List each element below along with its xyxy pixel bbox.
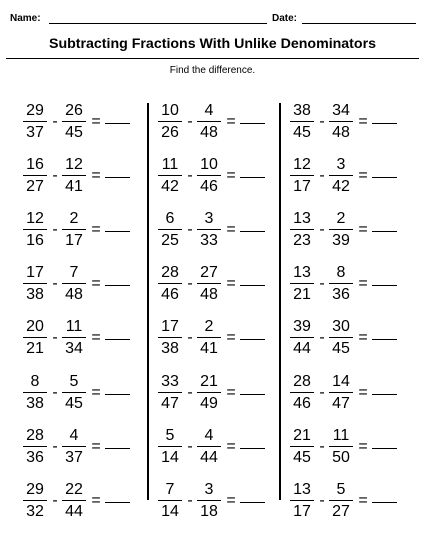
minuend-fraction xyxy=(289,209,315,253)
denominator: 37 xyxy=(65,448,83,466)
denominator: 44 xyxy=(200,448,218,466)
fraction-bar xyxy=(290,337,314,338)
problem xyxy=(22,372,147,416)
denominator: 27 xyxy=(26,178,44,196)
fraction-bar xyxy=(62,283,86,284)
numerator: 14 xyxy=(332,372,350,390)
numerator: 7 xyxy=(69,264,79,282)
problem xyxy=(22,480,147,524)
answer-blank xyxy=(105,339,130,340)
fraction-bar xyxy=(290,121,314,122)
minuend-fraction xyxy=(22,263,48,307)
numerator: 4 xyxy=(204,426,214,444)
numerator: 28 xyxy=(293,372,311,390)
denominator: 39 xyxy=(332,232,350,250)
equals-sign: = xyxy=(226,167,236,185)
subtrahend-fraction xyxy=(196,209,222,253)
answer-blank xyxy=(240,231,265,232)
equals-sign: = xyxy=(91,275,101,293)
fraction-bar xyxy=(62,392,86,393)
fraction-bar xyxy=(62,337,86,338)
numerator: 10 xyxy=(200,156,218,174)
minus-sign: - xyxy=(52,329,58,347)
subtrahend-fraction xyxy=(61,155,87,199)
denominator: 41 xyxy=(65,178,83,196)
minus-sign: - xyxy=(187,167,193,185)
problem xyxy=(289,101,414,145)
equals-sign: = xyxy=(91,167,101,185)
numerator: 38 xyxy=(293,102,311,119)
minuend-fraction xyxy=(157,317,183,361)
fraction-bar xyxy=(329,229,353,230)
answer-blank xyxy=(105,123,130,124)
problem xyxy=(289,317,414,361)
denominator: 21 xyxy=(293,286,311,304)
denominator: 38 xyxy=(26,394,44,412)
denominator: 18 xyxy=(200,502,218,520)
minuend-fraction xyxy=(22,480,48,524)
minus-sign: - xyxy=(187,113,193,130)
minus-sign: - xyxy=(319,329,325,347)
numerator: 17 xyxy=(26,264,44,282)
subtrahend-fraction xyxy=(196,101,222,145)
denominator: 48 xyxy=(200,124,218,141)
subtrahend-fraction xyxy=(196,372,222,416)
equals-sign: = xyxy=(226,275,236,293)
minus-sign: - xyxy=(52,437,58,455)
fraction-bar xyxy=(23,392,47,393)
fraction-bar xyxy=(23,175,47,176)
denominator: 41 xyxy=(200,340,218,358)
problem xyxy=(289,372,414,416)
fraction-bar xyxy=(158,175,182,176)
answer-blank xyxy=(372,448,397,449)
minuend-fraction xyxy=(157,480,183,524)
problem xyxy=(22,209,147,253)
name-label: Name: xyxy=(10,13,41,24)
denominator: 42 xyxy=(161,178,179,196)
equals-sign: = xyxy=(358,167,368,185)
answer-blank xyxy=(372,502,397,503)
numerator: 2 xyxy=(204,318,214,336)
minuend-fraction xyxy=(289,480,315,524)
fraction-bar xyxy=(329,446,353,447)
problem xyxy=(157,372,282,416)
minus-sign: - xyxy=(52,113,58,130)
answer-blank xyxy=(105,285,130,286)
fraction-bar xyxy=(23,121,47,122)
minus-sign: - xyxy=(187,329,193,347)
numerator: 12 xyxy=(26,210,44,228)
answer-blank xyxy=(105,231,130,232)
minus-sign: - xyxy=(319,275,325,293)
equals-sign: = xyxy=(91,491,101,509)
problem xyxy=(22,317,147,361)
answer-blank xyxy=(240,285,265,286)
numerator: 28 xyxy=(161,264,179,282)
fraction-bar xyxy=(23,229,47,230)
problem xyxy=(22,426,147,470)
subtrahend-fraction xyxy=(61,426,87,470)
denominator: 44 xyxy=(65,502,83,520)
denominator: 45 xyxy=(332,340,350,358)
numerator: 11 xyxy=(65,318,83,336)
denominator: 34 xyxy=(65,340,83,358)
problem xyxy=(157,263,282,307)
numerator: 2 xyxy=(336,210,346,228)
minuend-fraction xyxy=(157,155,183,199)
problem xyxy=(157,317,282,361)
answer-blank xyxy=(372,285,397,286)
denominator: 45 xyxy=(65,124,83,141)
equals-sign: = xyxy=(226,491,236,509)
title-underline xyxy=(6,58,419,59)
fraction-bar xyxy=(62,446,86,447)
minuend-fraction xyxy=(289,372,315,416)
denominator: 38 xyxy=(26,286,44,304)
subtrahend-fraction xyxy=(328,155,354,199)
problem xyxy=(157,155,282,199)
numerator: 30 xyxy=(332,318,350,336)
denominator: 33 xyxy=(200,232,218,250)
denominator: 47 xyxy=(161,394,179,412)
denominator: 37 xyxy=(26,124,44,141)
subtrahend-fraction xyxy=(196,426,222,470)
fraction-bar xyxy=(197,121,221,122)
equals-sign: = xyxy=(358,491,368,509)
subtrahend-fraction xyxy=(328,263,354,307)
fraction-bar xyxy=(329,337,353,338)
denominator: 48 xyxy=(65,286,83,304)
subtrahend-fraction xyxy=(328,209,354,253)
subtrahend-fraction xyxy=(328,101,354,145)
equals-sign: = xyxy=(358,113,368,130)
fraction-bar xyxy=(329,392,353,393)
fraction-bar xyxy=(197,283,221,284)
instruction-text: Find the difference. xyxy=(169,65,256,76)
answer-blank xyxy=(372,339,397,340)
answer-blank xyxy=(372,394,397,395)
denominator: 46 xyxy=(161,286,179,304)
fraction-bar xyxy=(158,283,182,284)
equals-sign: = xyxy=(91,113,101,130)
minus-sign: - xyxy=(52,221,58,239)
date-label: Date: xyxy=(272,13,298,24)
minuend-fraction xyxy=(157,426,183,470)
numerator: 34 xyxy=(332,102,350,119)
equals-sign: = xyxy=(226,221,236,239)
numerator: 22 xyxy=(65,480,83,498)
numerator: 27 xyxy=(200,264,218,282)
denominator: 47 xyxy=(332,394,350,412)
minuend-fraction xyxy=(157,263,183,307)
numerator: 3 xyxy=(336,156,346,174)
fraction-bar xyxy=(290,175,314,176)
numerator: 5 xyxy=(69,372,79,390)
worksheet-header xyxy=(0,0,425,30)
minus-sign: - xyxy=(319,383,325,401)
equals-sign: = xyxy=(358,221,368,239)
fraction-bar xyxy=(23,500,47,501)
denominator: 26 xyxy=(161,124,179,141)
numerator: 12 xyxy=(65,156,83,174)
minuend-fraction xyxy=(22,372,48,416)
subtrahend-fraction xyxy=(328,317,354,361)
fraction-bar xyxy=(197,500,221,501)
minuend-fraction xyxy=(22,101,48,145)
denominator: 17 xyxy=(293,502,311,520)
numerator: 5 xyxy=(336,480,346,498)
numerator: 6 xyxy=(165,210,175,228)
denominator: 17 xyxy=(293,178,311,196)
denominator: 48 xyxy=(332,124,350,141)
denominator: 25 xyxy=(161,232,179,250)
numerator: 4 xyxy=(69,426,79,444)
minus-sign: - xyxy=(52,491,58,509)
denominator: 45 xyxy=(65,394,83,412)
numerator: 11 xyxy=(332,426,350,444)
subtrahend-fraction xyxy=(61,209,87,253)
denominator: 32 xyxy=(26,502,44,520)
numerator: 3 xyxy=(204,480,214,498)
equals-sign: = xyxy=(226,383,236,401)
problem xyxy=(157,209,282,253)
equals-sign: = xyxy=(226,329,236,347)
numerator: 39 xyxy=(293,318,311,336)
fraction-bar xyxy=(62,175,86,176)
fraction-bar xyxy=(23,446,47,447)
subtrahend-fraction xyxy=(196,317,222,361)
minuend-fraction xyxy=(157,372,183,416)
minuend-fraction xyxy=(22,155,48,199)
numerator: 11 xyxy=(161,156,179,174)
minus-sign: - xyxy=(319,113,325,130)
subtrahend-fraction xyxy=(328,372,354,416)
fraction-bar xyxy=(290,446,314,447)
numerator: 17 xyxy=(161,318,179,336)
equals-sign: = xyxy=(358,383,368,401)
numerator: 26 xyxy=(65,102,83,119)
denominator: 38 xyxy=(161,340,179,358)
fraction-bar xyxy=(290,392,314,393)
denominator: 21 xyxy=(26,340,44,358)
denominator: 16 xyxy=(26,232,44,250)
minus-sign: - xyxy=(52,383,58,401)
fraction-bar xyxy=(329,175,353,176)
equals-sign: = xyxy=(91,221,101,239)
denominator: 17 xyxy=(65,232,83,250)
minus-sign: - xyxy=(319,167,325,185)
problem xyxy=(157,426,282,470)
fraction-bar xyxy=(23,337,47,338)
numerator: 13 xyxy=(293,480,311,498)
numerator: 33 xyxy=(161,372,179,390)
name-write-line xyxy=(49,23,267,24)
answer-blank xyxy=(240,339,265,340)
numerator: 3 xyxy=(204,210,214,228)
numerator: 29 xyxy=(26,102,44,119)
answer-blank xyxy=(105,177,130,178)
subtrahend-fraction xyxy=(196,480,222,524)
problem xyxy=(289,426,414,470)
denominator: 23 xyxy=(293,232,311,250)
subtrahend-fraction xyxy=(61,372,87,416)
subtrahend-fraction xyxy=(61,480,87,524)
minus-sign: - xyxy=(187,221,193,239)
minus-sign: - xyxy=(187,275,193,293)
fraction-bar xyxy=(158,229,182,230)
equals-sign: = xyxy=(226,113,236,130)
numerator: 12 xyxy=(293,156,311,174)
minus-sign: - xyxy=(319,491,325,509)
fraction-bar xyxy=(158,500,182,501)
minus-sign: - xyxy=(187,383,193,401)
denominator: 42 xyxy=(332,178,350,196)
denominator: 50 xyxy=(332,448,350,466)
denominator: 36 xyxy=(332,286,350,304)
numerator: 21 xyxy=(200,372,218,390)
numerator: 7 xyxy=(165,480,175,498)
answer-blank xyxy=(105,502,130,503)
subtrahend-fraction xyxy=(196,263,222,307)
minuend-fraction xyxy=(157,209,183,253)
fraction-bar xyxy=(290,500,314,501)
problem xyxy=(22,263,147,307)
fraction-bar xyxy=(158,392,182,393)
numerator: 10 xyxy=(161,102,179,119)
fraction-bar xyxy=(290,229,314,230)
minuend-fraction xyxy=(289,263,315,307)
problem xyxy=(289,480,414,524)
fraction-bar xyxy=(197,446,221,447)
fraction-bar xyxy=(62,121,86,122)
answer-blank xyxy=(240,177,265,178)
equals-sign: = xyxy=(358,437,368,455)
subtrahend-fraction xyxy=(328,480,354,524)
numerator: 4 xyxy=(204,102,214,119)
fraction-bar xyxy=(62,500,86,501)
answer-blank xyxy=(105,394,130,395)
equals-sign: = xyxy=(91,437,101,455)
fraction-bar xyxy=(197,392,221,393)
minus-sign: - xyxy=(187,437,193,455)
problem xyxy=(289,209,414,253)
problem xyxy=(22,155,147,199)
answer-blank xyxy=(240,394,265,395)
denominator: 46 xyxy=(200,178,218,196)
answer-blank xyxy=(240,502,265,503)
column-divider-1 xyxy=(147,103,149,500)
equals-sign: = xyxy=(358,329,368,347)
minuend-fraction xyxy=(289,317,315,361)
numerator: 28 xyxy=(26,426,44,444)
fraction-bar xyxy=(329,283,353,284)
denominator: 14 xyxy=(161,448,179,466)
minuend-fraction xyxy=(22,426,48,470)
worksheet-title: Subtracting Fractions With Unlike Denominators xyxy=(48,36,376,52)
fraction-bar xyxy=(158,121,182,122)
subtrahend-fraction xyxy=(61,263,87,307)
minuend-fraction xyxy=(289,101,315,145)
subtrahend-fraction xyxy=(61,317,87,361)
answer-blank xyxy=(372,231,397,232)
problem xyxy=(157,480,282,524)
minus-sign: - xyxy=(319,221,325,239)
date-write-line xyxy=(302,23,416,24)
denominator: 36 xyxy=(26,448,44,466)
numerator: 13 xyxy=(293,264,311,282)
minuend-fraction xyxy=(22,209,48,253)
fraction-bar xyxy=(197,175,221,176)
numerator: 8 xyxy=(30,372,40,390)
numerator: 16 xyxy=(26,156,44,174)
minuend-fraction xyxy=(22,317,48,361)
denominator: 46 xyxy=(293,394,311,412)
minuend-fraction xyxy=(289,426,315,470)
fraction-bar xyxy=(197,337,221,338)
denominator: 45 xyxy=(293,124,311,141)
answer-blank xyxy=(240,448,265,449)
numerator: 13 xyxy=(293,210,311,228)
numerator: 29 xyxy=(26,480,44,498)
numerator: 2 xyxy=(69,210,79,228)
answer-blank xyxy=(372,177,397,178)
problem xyxy=(289,155,414,199)
denominator: 45 xyxy=(293,448,311,466)
answer-blank xyxy=(105,448,130,449)
numerator: 20 xyxy=(26,318,44,336)
fraction-bar xyxy=(329,500,353,501)
denominator: 44 xyxy=(293,340,311,358)
fraction-bar xyxy=(62,229,86,230)
numerator: 8 xyxy=(336,264,346,282)
denominator: 14 xyxy=(161,502,179,520)
fraction-bar xyxy=(197,229,221,230)
subtrahend-fraction xyxy=(61,101,87,145)
minus-sign: - xyxy=(52,275,58,293)
minuend-fraction xyxy=(157,101,183,145)
minus-sign: - xyxy=(319,437,325,455)
subtrahend-fraction xyxy=(196,155,222,199)
problem xyxy=(22,101,147,145)
denominator: 49 xyxy=(200,394,218,412)
numerator: 21 xyxy=(293,426,311,444)
subtrahend-fraction xyxy=(328,426,354,470)
equals-sign: = xyxy=(358,275,368,293)
minus-sign: - xyxy=(187,491,193,509)
equals-sign: = xyxy=(91,383,101,401)
numerator: 5 xyxy=(165,426,175,444)
answer-blank xyxy=(240,123,265,124)
fraction-bar xyxy=(23,283,47,284)
fraction-bar xyxy=(158,446,182,447)
minuend-fraction xyxy=(289,155,315,199)
fraction-bar xyxy=(329,121,353,122)
fraction-bar xyxy=(158,337,182,338)
problem xyxy=(157,101,282,145)
equals-sign: = xyxy=(91,329,101,347)
answer-blank xyxy=(372,123,397,124)
denominator: 48 xyxy=(200,286,218,304)
denominator: 27 xyxy=(332,502,350,520)
minus-sign: - xyxy=(52,167,58,185)
equals-sign: = xyxy=(226,437,236,455)
fraction-bar xyxy=(290,283,314,284)
problem xyxy=(289,263,414,307)
